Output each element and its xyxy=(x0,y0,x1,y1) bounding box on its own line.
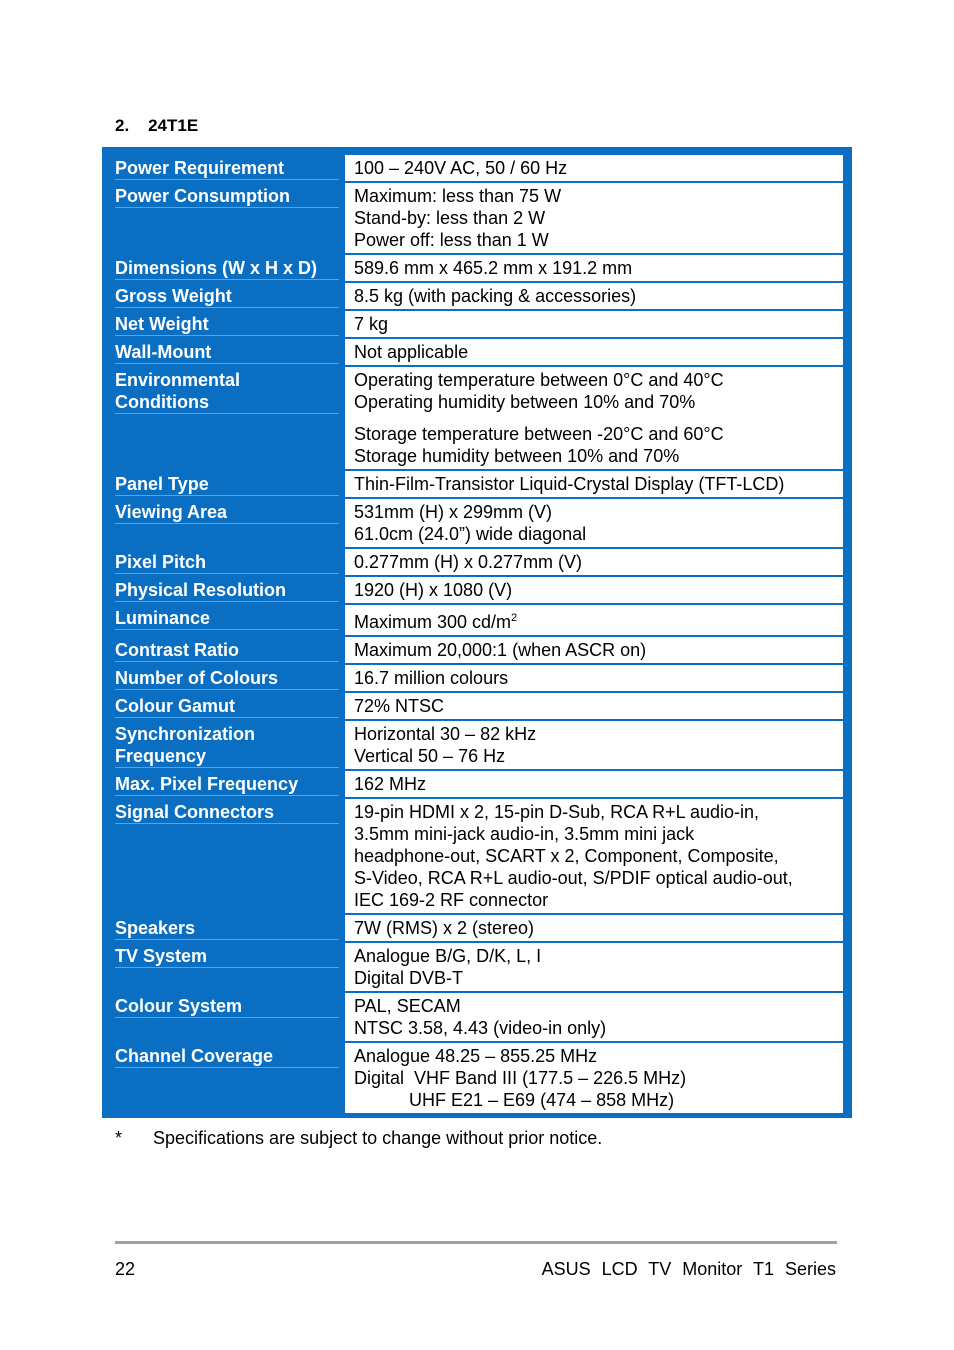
spec-value xyxy=(345,255,843,283)
spec-row xyxy=(111,721,843,771)
spec-label xyxy=(111,993,339,1043)
spec-label xyxy=(111,771,339,799)
spec-value xyxy=(345,155,843,183)
spec-row xyxy=(111,605,843,637)
spec-value-line xyxy=(354,313,843,335)
spec-label-text xyxy=(115,185,339,208)
spec-value-text: 3.5mm mini-jack audio-in, 3.5mm mini jack xyxy=(354,824,695,844)
spec-label-line: Number of Colours xyxy=(115,668,279,688)
spec-value-text: PAL, SECAM xyxy=(354,996,461,1016)
spec-label-text xyxy=(115,285,339,308)
spec-label-text xyxy=(115,773,339,796)
spec-value xyxy=(345,637,843,665)
spec-value-text: 589.6 mm x 465.2 mm x 191.2 mm xyxy=(354,258,633,278)
spec-value xyxy=(345,283,843,311)
spec-value-line xyxy=(354,551,843,573)
spec-value-line xyxy=(354,369,843,391)
spec-value-line xyxy=(354,1089,843,1111)
spec-value-line xyxy=(354,845,843,867)
spec-label-line: Luminance xyxy=(115,608,211,628)
spec-label-line: Max. Pixel Frequency xyxy=(115,774,299,794)
spec-value-text: 72% NTSC xyxy=(354,696,445,716)
spec-label-line: Colour Gamut xyxy=(115,696,235,716)
spec-value-line xyxy=(354,995,843,1017)
spec-label-line: Synchronization xyxy=(115,724,256,744)
spec-label xyxy=(111,577,339,605)
spec-value-line xyxy=(354,889,843,911)
spec-value-line xyxy=(354,341,843,363)
spec-label-line: TV System xyxy=(115,946,208,966)
spec-value-text: 531mm (H) x 299mm (V) xyxy=(354,502,553,522)
spec-value xyxy=(345,183,843,255)
spec-value-line xyxy=(354,823,843,845)
spec-label-line: Panel Type xyxy=(115,474,209,494)
spec-value xyxy=(345,339,843,367)
spec-value xyxy=(345,499,843,549)
spec-label xyxy=(111,471,339,499)
spec-label-line: Physical Resolution xyxy=(115,580,287,600)
spec-value-text: 16.7 million colours xyxy=(354,668,509,688)
spec-label-line: Colour System xyxy=(115,996,243,1016)
spec-row xyxy=(111,915,843,943)
spec-label xyxy=(111,665,339,693)
spec-label-line: Wall-Mount xyxy=(115,342,212,362)
spec-value-line xyxy=(354,185,843,207)
spec-value-text: 100 – 240V AC, 50 / 60 Hz xyxy=(354,158,568,178)
spec-label-text xyxy=(115,551,339,574)
spec-value-line xyxy=(354,1017,843,1039)
footnote-mark: * xyxy=(115,1128,123,1148)
spec-value-text: 7W (RMS) x 2 (stereo) xyxy=(354,918,535,938)
spec-value-text: S-Video, RCA R+L audio-out, S/PDIF optical audio-out, xyxy=(354,868,793,888)
spec-row xyxy=(111,549,843,577)
section-heading: 2. 24T1E xyxy=(115,116,199,135)
spec-value-line xyxy=(354,723,843,745)
spec-label-line: Dimensions (W x H x D) xyxy=(115,258,318,278)
spec-value-line xyxy=(354,285,843,307)
spec-value xyxy=(345,943,843,993)
spec-value-text: Maximum 300 cd/m xyxy=(354,612,512,632)
spec-value-line xyxy=(354,801,843,823)
spec-value-text: Not applicable xyxy=(354,342,469,362)
spec-value-line xyxy=(354,667,843,689)
spec-value-line xyxy=(354,207,843,229)
spec-value-text: Digital DVB-T xyxy=(354,968,464,988)
spec-label xyxy=(111,915,339,943)
spec-value-text: Maximum: less than 75 W xyxy=(354,186,562,206)
spec-value-line xyxy=(354,579,843,601)
spec-value-line xyxy=(354,967,843,989)
spec-label-text xyxy=(115,801,339,824)
spec-value xyxy=(345,771,843,799)
spec-label-line: Net Weight xyxy=(115,314,209,334)
spec-value-text: 61.0cm (24.0”) wide diagonal xyxy=(354,524,587,544)
spec-value-text: Thin-Film-Transistor Liquid-Crystal Display (TFT-LCD) xyxy=(354,474,785,494)
spec-value-line xyxy=(354,695,843,717)
spec-value xyxy=(345,665,843,693)
spec-label-line: Environmental xyxy=(115,370,241,390)
spec-row xyxy=(111,339,843,367)
spec-row xyxy=(111,993,843,1043)
spec-value-line xyxy=(354,1067,843,1089)
spec-value-text: 8.5 kg (with packing & accessories) xyxy=(354,286,637,306)
spec-label-text xyxy=(115,369,339,414)
spec-value xyxy=(345,693,843,721)
spec-label xyxy=(111,283,339,311)
spec-value-line xyxy=(354,501,843,523)
spec-value-text: 1920 (H) x 1080 (V) xyxy=(354,580,513,600)
spec-label xyxy=(111,339,339,367)
spec-label-line: Viewing Area xyxy=(115,502,228,522)
spec-row xyxy=(111,471,843,499)
spec-label xyxy=(111,499,339,549)
spec-value-line xyxy=(354,229,843,251)
spec-label-text xyxy=(115,639,339,662)
spec-value xyxy=(345,605,843,637)
spec-label-text xyxy=(115,1045,339,1068)
spec-value xyxy=(345,915,843,943)
spec-value xyxy=(345,549,843,577)
spec-value xyxy=(345,311,843,339)
spec-value xyxy=(345,471,843,499)
spec-label-text xyxy=(115,313,339,336)
spec-value-text: Analogue B/G, D/K, L, I xyxy=(354,946,542,966)
spec-value-text: Stand-by: less than 2 W xyxy=(354,208,546,228)
spec-label xyxy=(111,255,339,283)
spec-label xyxy=(111,549,339,577)
spec-label-text xyxy=(115,501,339,524)
spec-label-text xyxy=(115,579,339,602)
spec-value-line xyxy=(354,157,843,179)
superscript: 2 xyxy=(511,612,518,624)
spec-value-text: 162 MHz xyxy=(354,774,427,794)
spec-label-line: Conditions xyxy=(115,392,209,412)
spec-value-line xyxy=(354,917,843,939)
spec-value xyxy=(345,577,843,605)
spec-label xyxy=(111,605,339,637)
footer-rule xyxy=(115,1241,837,1244)
spec-value-gap xyxy=(354,413,843,423)
spec-value xyxy=(345,993,843,1043)
spec-label-text xyxy=(115,695,339,718)
spec-label-text xyxy=(115,607,339,630)
spec-value xyxy=(345,1043,843,1115)
spec-row xyxy=(111,283,843,311)
spec-label-line: Pixel Pitch xyxy=(115,552,207,572)
spec-label-line: Gross Weight xyxy=(115,286,232,306)
spec-row xyxy=(111,799,843,915)
spec-label-line: Frequency xyxy=(115,746,207,766)
spec-value xyxy=(345,721,843,771)
spec-value xyxy=(345,367,843,471)
spec-label-text xyxy=(115,995,339,1018)
spec-row xyxy=(111,1043,843,1115)
spec-label-line: Signal Connectors xyxy=(115,802,275,822)
spec-value-line xyxy=(354,473,843,495)
spec-value-line xyxy=(354,867,843,889)
spec-label-line: Power Requirement xyxy=(115,158,285,178)
spec-row xyxy=(111,311,843,339)
footnote-text: Specifications are subject to change without prior notice. xyxy=(153,1128,603,1148)
spec-value xyxy=(345,799,843,915)
spec-value-line xyxy=(354,945,843,967)
spec-value-line xyxy=(354,745,843,767)
spec-value-line xyxy=(354,639,843,661)
spec-label-text xyxy=(115,257,339,280)
spec-value-text: Storage humidity between 10% and 70% xyxy=(354,446,680,466)
spec-value-line xyxy=(354,1045,843,1067)
spec-row xyxy=(111,367,843,471)
spec-value-text: Maximum 20,000:1 (when ASCR on) xyxy=(354,640,647,660)
spec-value-text: Digital VHF Band III (177.5 – 226.5 MHz) xyxy=(354,1068,687,1088)
spec-label xyxy=(111,311,339,339)
spec-table xyxy=(102,147,852,1118)
spec-label-line: Power Consumption xyxy=(115,186,290,206)
spec-row xyxy=(111,637,843,665)
spec-value-line xyxy=(354,391,843,413)
spec-value-text: UHF E21 – E69 (474 – 858 MHz) xyxy=(354,1090,675,1110)
spec-value-text: IEC 169-2 RF connector xyxy=(354,890,549,910)
spec-value-text: NTSC 3.58, 4.43 (video-in only) xyxy=(354,1018,607,1038)
spec-value-line xyxy=(354,445,843,467)
spec-row xyxy=(111,577,843,605)
spec-value-text: Operating temperature between 0°C and 40°C xyxy=(354,370,724,390)
spec-value-text: Power off: less than 1 W xyxy=(354,230,549,250)
spec-label-text xyxy=(115,945,339,968)
spec-value-line xyxy=(354,607,843,633)
spec-value-line xyxy=(354,423,843,445)
spec-row xyxy=(111,943,843,993)
spec-value-text: 0.277mm (H) x 0.277mm (V) xyxy=(354,552,583,572)
spec-value-line xyxy=(354,523,843,545)
spec-label-text xyxy=(115,667,339,690)
spec-value-text: Vertical 50 – 76 Hz xyxy=(354,746,506,766)
spec-label xyxy=(111,183,339,255)
spec-label xyxy=(111,799,339,915)
spec-label xyxy=(111,637,339,665)
spec-row xyxy=(111,771,843,799)
spec-row xyxy=(111,255,843,283)
spec-label xyxy=(111,367,339,471)
spec-row xyxy=(111,155,843,183)
spec-row xyxy=(111,499,843,549)
spec-value-text: headphone-out, SCART x 2, Component, Composite, xyxy=(354,846,779,866)
page-number: 22 xyxy=(115,1259,136,1279)
spec-row xyxy=(111,693,843,721)
spec-value-text: Analogue 48.25 – 855.25 MHz xyxy=(354,1046,598,1066)
spec-row xyxy=(111,183,843,255)
spec-label xyxy=(111,155,339,183)
spec-label-text xyxy=(115,917,339,940)
spec-label xyxy=(111,943,339,993)
spec-label xyxy=(111,693,339,721)
spec-label-text xyxy=(115,723,339,768)
spec-label-line: Contrast Ratio xyxy=(115,640,240,660)
spec-value-line xyxy=(354,773,843,795)
spec-value-text: 7 kg xyxy=(354,314,389,334)
spec-label-text xyxy=(115,157,339,180)
spec-value-line xyxy=(354,257,843,279)
spec-label-line: Channel Coverage xyxy=(115,1046,274,1066)
document-title: ASUS LCD TV Monitor T1 Series xyxy=(541,1259,836,1279)
spec-value-text: Storage temperature between -20°C and 60°C xyxy=(354,424,724,444)
spec-label-line: Speakers xyxy=(115,918,196,938)
spec-value-text: Horizontal 30 – 82 kHz xyxy=(354,724,537,744)
spec-label xyxy=(111,721,339,771)
spec-value-text: 19-pin HDMI x 2, 15-pin D-Sub, RCA R+L audio-in, xyxy=(354,802,760,822)
spec-label xyxy=(111,1043,339,1115)
spec-row xyxy=(111,665,843,693)
spec-value-text: Operating humidity between 10% and 70% xyxy=(354,392,696,412)
spec-label-text xyxy=(115,473,339,496)
spec-label-text xyxy=(115,341,339,364)
